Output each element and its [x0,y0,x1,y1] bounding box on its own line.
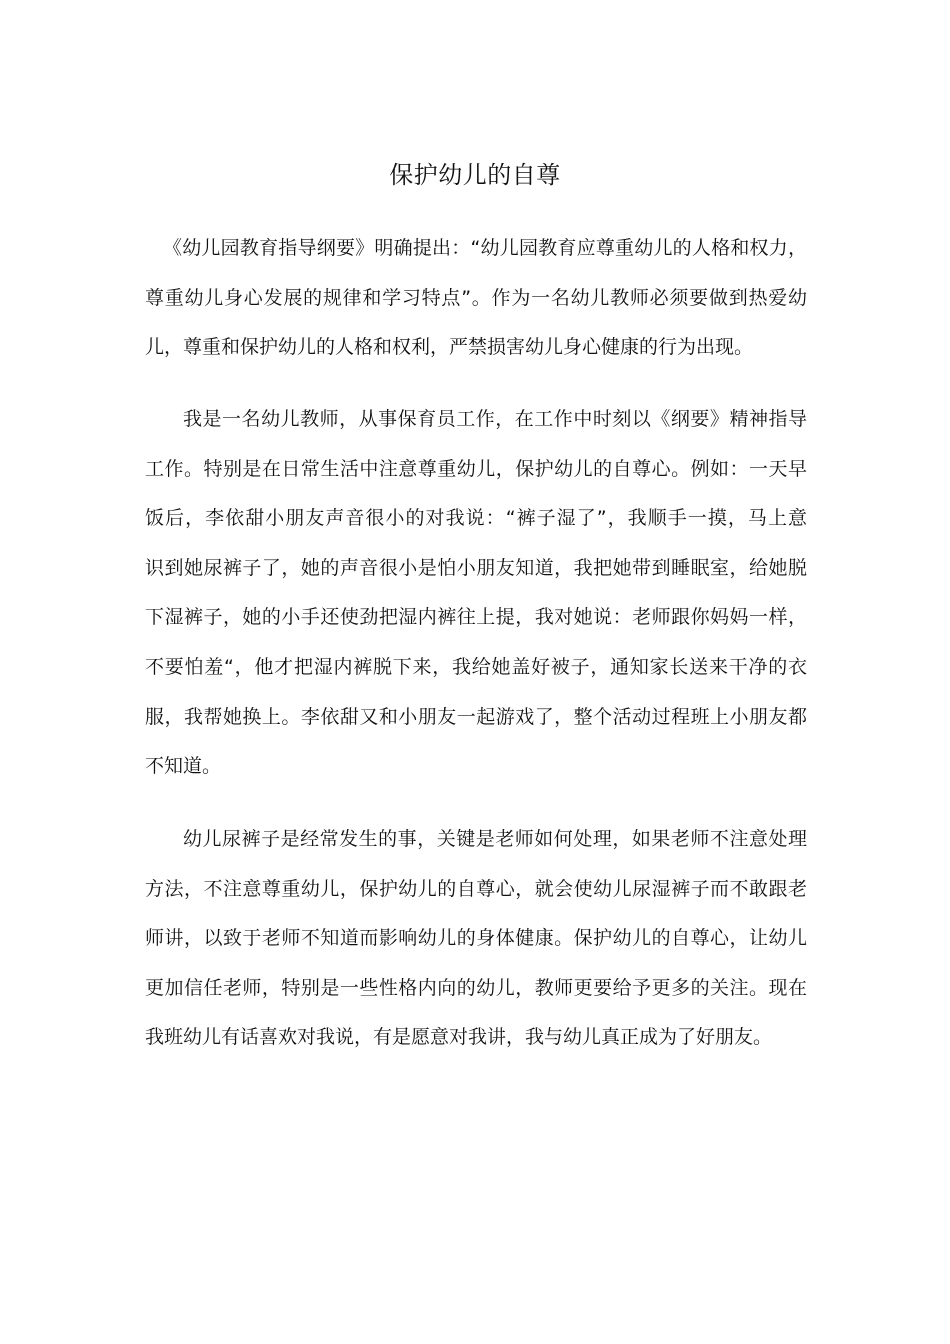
paragraph-line: 下湿裤子，她的小手还使劲把湿内裤往上提，我对她说：老师跟你妈妈一样， [145,606,807,629]
paragraph-line: 尊重幼儿身心发展的规律和学习特点”。作为一名幼儿教师必须要做到热爱幼 [145,286,807,309]
paragraph-line: 饭后，李依甜小朋友声音很小的对我说：“裤子湿了”，我顺手一摸，马上意 [145,507,807,530]
paragraph-line: 不要怕羞“，他才把湿内裤脱下来，我给她盖好被子，通知家长送来干净的衣 [145,655,807,678]
paragraph-3 [145,815,807,1063]
paragraph-line: 服，我帮她换上。李依甜又和小朋友一起游戏了，整个活动过程班上小朋友都 [145,705,807,728]
paragraph-line: 儿，尊重和保护幼儿的人格和权利，严禁损害幼儿身心健康的行为出现。 [145,336,754,359]
paragraph-line: 我班幼儿有话喜欢对我说，有是愿意对我讲，我与幼儿真正成为了好朋友。 [145,1026,773,1049]
paragraph-line: 师讲，以致于老师不知道而影响幼儿的身体健康。保护幼儿的自尊心，让幼儿 [145,927,807,950]
paragraph-line: 《幼儿园教育指导纲要》明确提出：“幼儿园教育应尊重幼儿的人格和权力， [163,237,807,259]
paragraph-line: 更加信任老师，特别是一些性格内向的幼儿，教师更要给予更多的关注。现在 [145,976,807,999]
paragraph-line: 方法，不注意尊重幼儿，保护幼儿的自尊心，就会使幼儿尿湿裤子而不敢跟老 [145,877,807,900]
paragraph-2 [145,395,807,792]
paragraph-1 [145,224,807,373]
document-title: 保护幼儿的自尊 [389,161,561,189]
paragraph-line: 我是一名幼儿教师，从事保育员工作，在工作中时刻以《纲要》精神指导 [183,408,807,430]
paragraph-line: 工作。特别是在日常生活中注意尊重幼儿，保护幼儿的自尊心。例如：一天早 [145,457,807,480]
paragraph-line: 识到她尿裤子了，她的声音很小是怕小朋友知道，我把她带到睡眠室，给她脱 [145,556,807,579]
paragraph-line: 幼儿尿裤子是经常发生的事，关键是老师如何处理，如果老师不注意处理 [183,828,807,850]
paragraph-line: 不知道。 [145,755,222,778]
